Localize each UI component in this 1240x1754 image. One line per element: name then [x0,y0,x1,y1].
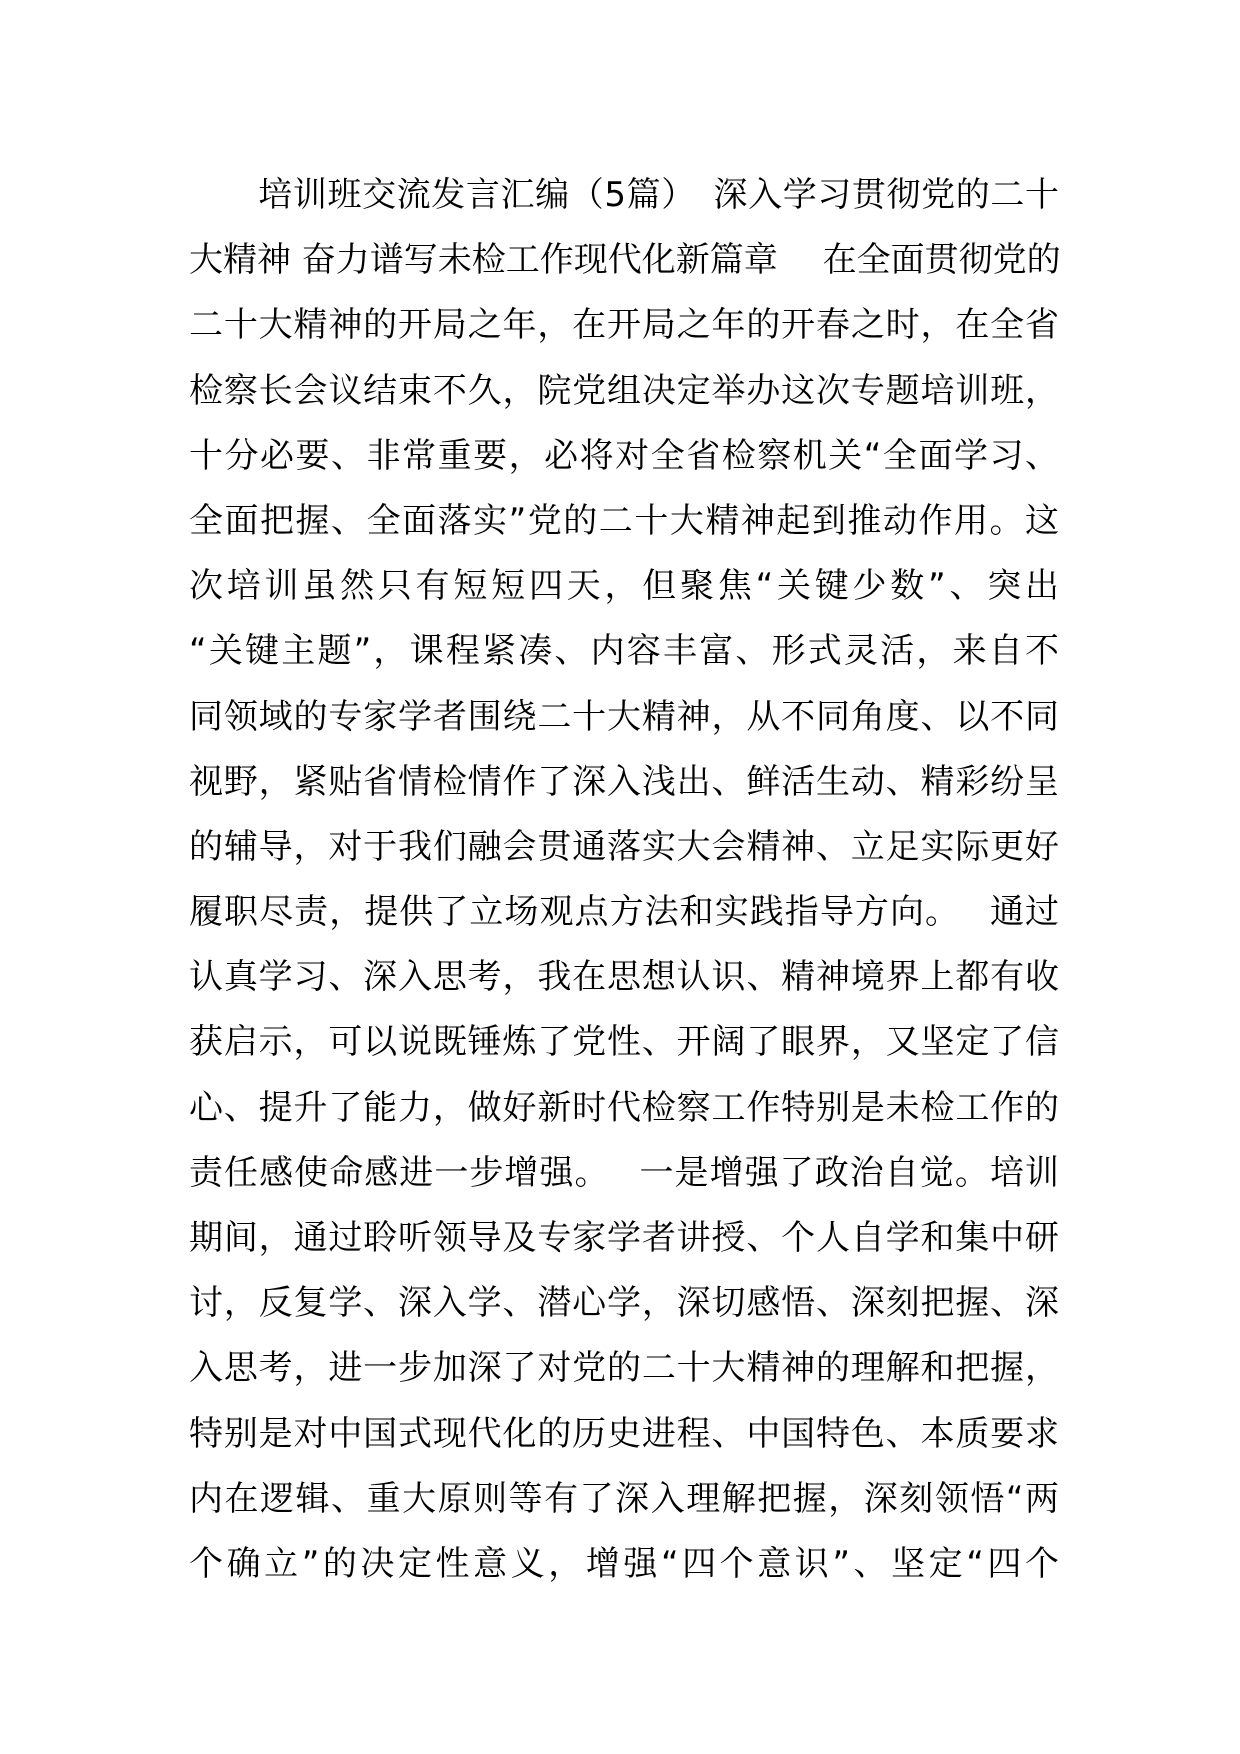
text-line-4: 检察长会议结束不久，院党组决定举办这次专题培训班， [189,370,1059,411]
text-line-22: 个确立”的决定性意义，增强“四个意识”、坚定“四个 [189,1543,1059,1584]
text-line-6: 全面把握、全面落实”党的二十大精神起到推动作用。这 [189,500,1059,541]
text-line-12: 履职尽责，提供了立场观点方法和实践指导方向。 通过 [189,892,1059,933]
text-line-9: 同领域的专家学者围绕二十大精神，从不同角度、以不同 [189,696,1059,737]
text-line-19: 入思考，进一步加深了对党的二十大精神的理解和把握， [189,1348,1059,1389]
text-line-5: 十分必要、非常重要，必将对全省检察机关“全面学习、 [189,435,1059,476]
text-line-20: 特别是对中国式现代化的历史进程、中国特色、本质要求 [189,1413,1059,1454]
text-line-21: 内在逻辑、重大原则等有了深入理解把握，深刻领悟“两 [189,1478,1059,1519]
text-line-17: 期间，通过聆听领导及专家学者讲授、个人自学和集中研 [189,1218,1059,1258]
body-text [189,163,1059,1597]
text-line-18: 讨，反复学、深入学、潜心学，深切感悟、深刻把握、深 [189,1283,1059,1324]
text-line-16: 责任感使命感进一步增强。 一是增强了政治自觉。培训 [189,1152,1059,1193]
text-line-3: 二十大精神的开局之年，在开局之年的开春之时，在全省 [189,305,1059,346]
text-line-8: “关键主题”，课程紧凑、内容丰富、形式灵活，来自不 [189,631,1059,672]
text-line-15: 心、提升了能力，做好新时代检察工作特别是未检工作的 [189,1087,1059,1128]
text-line-1: 培训班交流发言汇编（5篇） 深入学习贯彻党的二十 [189,175,1059,215]
text-line-2: 大精神 奋力谱写未检工作现代化新篇章 在全面贯彻党的 [189,240,1061,281]
text-line-11: 的辅导，对于我们融会贯通落实大会精神、立足实际更好 [189,826,1059,867]
text-line-10: 视野，紧贴省情检情作了深入浅出、鲜活生动、精彩纷呈 [189,761,1059,802]
text-line-14: 获启示，可以说既锤炼了党性、开阔了眼界，又坚定了信 [189,1022,1059,1063]
text-line-13: 认真学习、深入思考，我在思想认识、精神境界上都有收 [189,957,1059,998]
text-line-7: 次培训虽然只有短短四天，但聚焦“关键少数”、突出 [189,566,1059,607]
